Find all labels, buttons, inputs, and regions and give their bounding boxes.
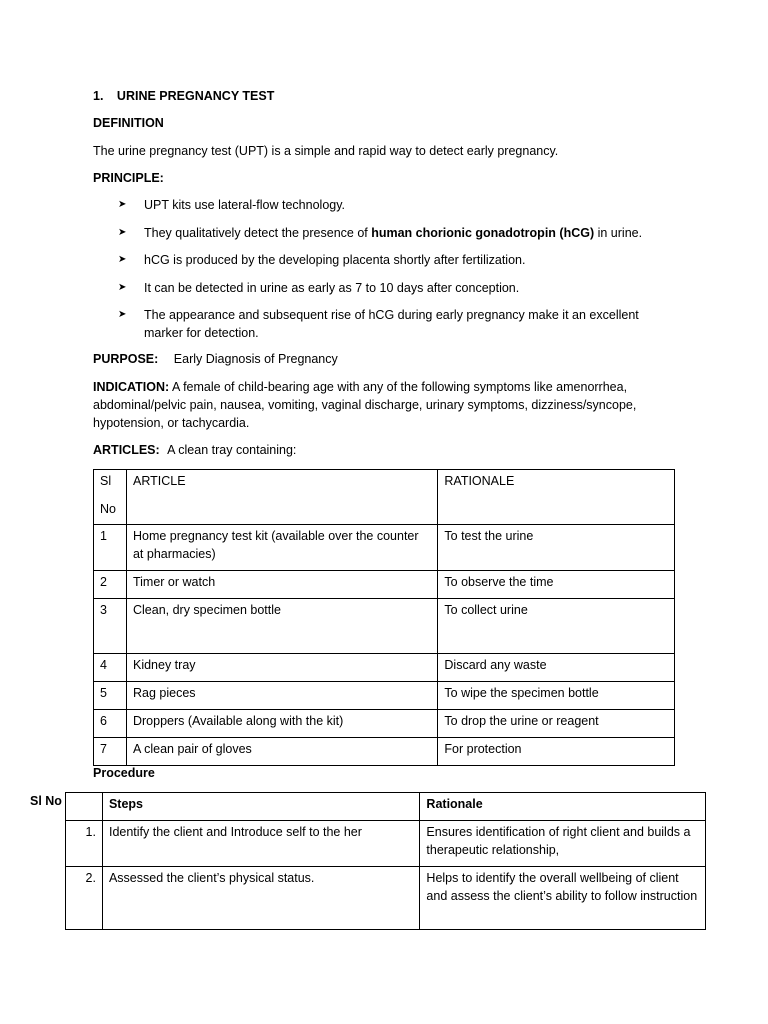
purpose-text: Early Diagnosis of Pregnancy [173, 352, 338, 366]
bullet-text: It can be detected in urine as early as 7 to 10 days after conception. [144, 280, 520, 295]
bullet-text: hCG is produced by the developing placenta shortly after fertilization. [144, 253, 526, 267]
cell-article: Clean, dry specimen bottle [126, 599, 437, 654]
table-row [94, 710, 675, 738]
bullet-text-pre: They qualitatively detect the presence of [144, 225, 372, 240]
procedure-sl-header: Sl No [30, 794, 62, 808]
table-row [94, 571, 675, 599]
cell-sl: 1 [94, 525, 127, 571]
purpose-line [93, 350, 338, 368]
cell-rationale: Ensures identification of right client and builds a therapeutic relationship, [420, 821, 706, 867]
table-row [94, 654, 675, 682]
cell-sl: 3 [94, 599, 127, 654]
cell-article: A clean pair of gloves [126, 738, 437, 766]
cell-article: Timer or watch [126, 571, 437, 599]
header-sl-line2: No [100, 502, 116, 516]
cell-article: Home pregnancy test kit (available over the counter at pharmacies) [126, 525, 437, 571]
bullet-text-bold: human chorionic gonadotropin (hCG) [371, 225, 595, 240]
table-header-row [66, 793, 706, 821]
bullet-text: UPT kits use lateral-flow technology. [144, 198, 346, 212]
table-row [94, 525, 675, 571]
cell-article: Kidney tray [126, 654, 437, 682]
procedure-table [65, 792, 706, 930]
header-rationale: Rationale [420, 793, 706, 821]
table-header-row [94, 470, 675, 525]
bullet-text-post: in urine. [594, 225, 643, 240]
cell-sl: 4 [94, 654, 127, 682]
section-title: URINE PREGNANCY TEST [116, 89, 275, 103]
table-row [66, 821, 706, 867]
indication-text: A female of child-bearing age with any of the following symptoms like amenorrhea, abdominal/pelvic pain, nausea, vomiting, vaginal discharge, urinary symptoms, dizziness/syncope, hypotension, or tachycardia. [93, 380, 637, 430]
cell-rationale: To wipe the specimen bottle [438, 682, 675, 710]
header-sl-empty [66, 793, 103, 821]
header-article: ARTICLE [126, 470, 437, 525]
arrow-bullet-icon: ➤ [118, 199, 127, 210]
principle-list [118, 196, 678, 352]
cell-sl: 2 [94, 571, 127, 599]
header-sl [94, 470, 127, 525]
indication-paragraph [93, 378, 665, 432]
cell-sl: 2. [66, 867, 103, 930]
principle-bullet [118, 251, 678, 269]
table-row [94, 738, 675, 766]
cell-step: Identify the client and Introduce self to the her [102, 821, 419, 867]
cell-rationale: Helps to identify the overall wellbeing of client and assess the client’s ability to follow instruction [420, 867, 706, 930]
procedure-label: Procedure [93, 766, 155, 780]
header-sl-line1: Sl [100, 474, 112, 488]
cell-rationale: Discard any waste [438, 654, 675, 682]
cell-rationale: To test the urine [438, 525, 675, 571]
indication-label: INDICATION: [93, 380, 170, 394]
arrow-bullet-icon: ➤ [118, 309, 127, 320]
table-row [94, 682, 675, 710]
header-rationale: RATIONALE [438, 470, 675, 525]
arrow-bullet-icon: ➤ [118, 281, 127, 293]
definition-label: DEFINITION [93, 116, 164, 130]
cell-step: Assessed the client’s physical status. [102, 867, 419, 930]
cell-article: Rag pieces [126, 682, 437, 710]
arrow-bullet-icon: ➤ [118, 254, 127, 265]
principle-bullet [118, 224, 678, 242]
arrow-bullet-icon: ➤ [118, 226, 127, 238]
purpose-label: PURPOSE: [93, 352, 159, 366]
cell-article: Droppers (Available along with the kit) [126, 710, 437, 738]
principle-bullet [118, 279, 678, 297]
principle-label: PRINCIPLE: [93, 171, 164, 185]
principle-bullet [118, 306, 678, 342]
table-row [66, 867, 706, 930]
cell-rationale: For protection [438, 738, 675, 766]
cell-sl: 6 [94, 710, 127, 738]
cell-rationale: To collect urine [438, 599, 675, 654]
cell-rationale: To drop the urine or reagent [438, 710, 675, 738]
articles-line [93, 441, 296, 459]
bullet-text: The appearance and subsequent rise of hCG during early pregnancy make it an excellent marker for detection. [144, 308, 639, 340]
table-row [94, 599, 675, 654]
section-heading [93, 87, 274, 105]
cell-sl: 1. [66, 821, 103, 867]
articles-label: ARTICLES: [93, 443, 160, 457]
principle-bullet [118, 196, 678, 214]
articles-table [93, 469, 675, 766]
section-number: 1. [93, 89, 104, 103]
definition-text: The urine pregnancy test (UPT) is a simple and rapid way to detect early pregnancy. [93, 144, 559, 158]
cell-sl: 5 [94, 682, 127, 710]
articles-text: A clean tray containing: [167, 443, 297, 457]
cell-sl: 7 [94, 738, 127, 766]
cell-rationale: To observe the time [438, 571, 675, 599]
header-steps: Steps [102, 793, 419, 821]
